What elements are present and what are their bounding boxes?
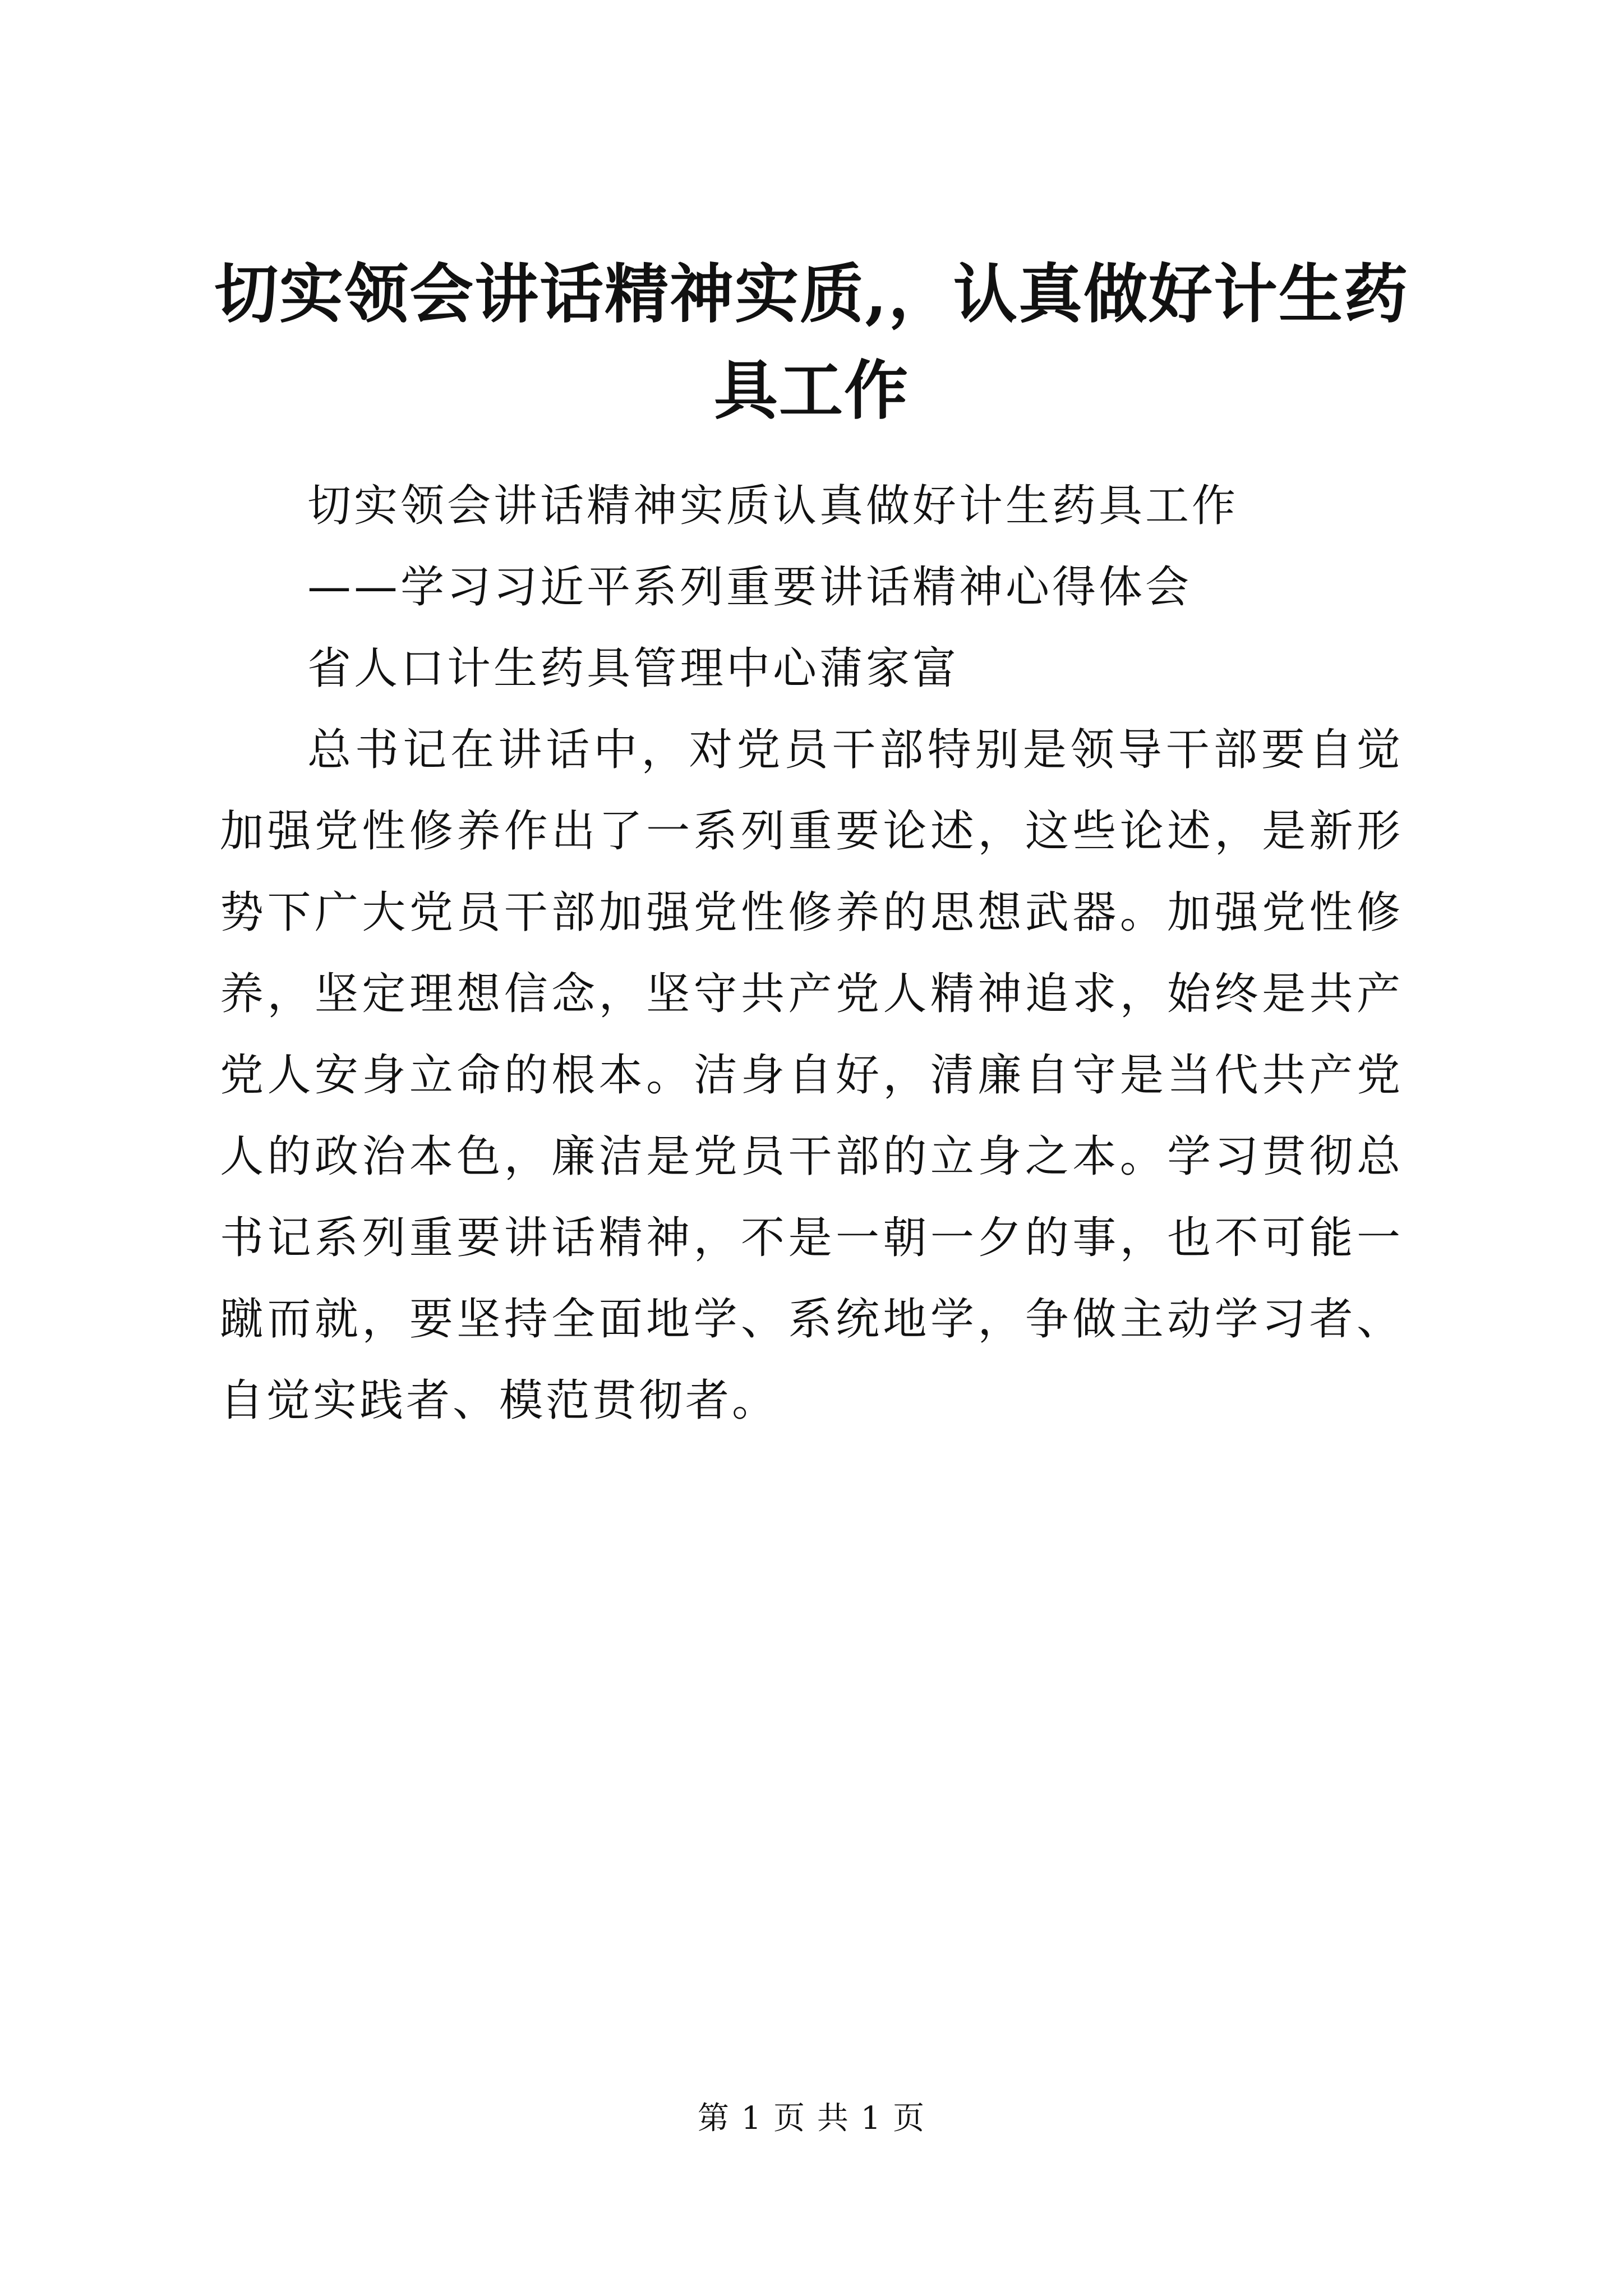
document-body [220, 466, 1403, 1442]
subheading-paragraph: ——学习习近平系列重要讲话精神心得体会 [307, 562, 1192, 613]
document-title: 切实领会讲话精神实质,，认真做好计生药具工作 [214, 256, 1409, 428]
body-paragraph: 总书记在讲话中，对党员干部特别是领导干部要自觉加强党性修养作出了一系列重要论述，这些论述，是新形势下广大党员干部加强党性修养的思想武器。加强党性修养，坚定理想信念，坚守共产党人精神追求，始终是共产党人安身立命的根本。洁身自好，清廉自守是当代共产党人的政治本色，廉洁是党员干部的立身之本。学习贯彻总书记系列重要讲话精神，不是一朝一夕的事，也不可能一蹴而就，要坚持全面地学、系统地学，争做主动学习者、自觉实践者、模范贯彻者。 [220, 725, 1403, 1426]
page-footer: 第 1 页 共 1 页 [697, 2100, 926, 2137]
subtitle-paragraph: 切实领会讲话精神实质认真做好计生药具工作 [307, 481, 1239, 531]
author-paragraph: 省人口计生药具管理中心蒲家富 [307, 643, 960, 694]
